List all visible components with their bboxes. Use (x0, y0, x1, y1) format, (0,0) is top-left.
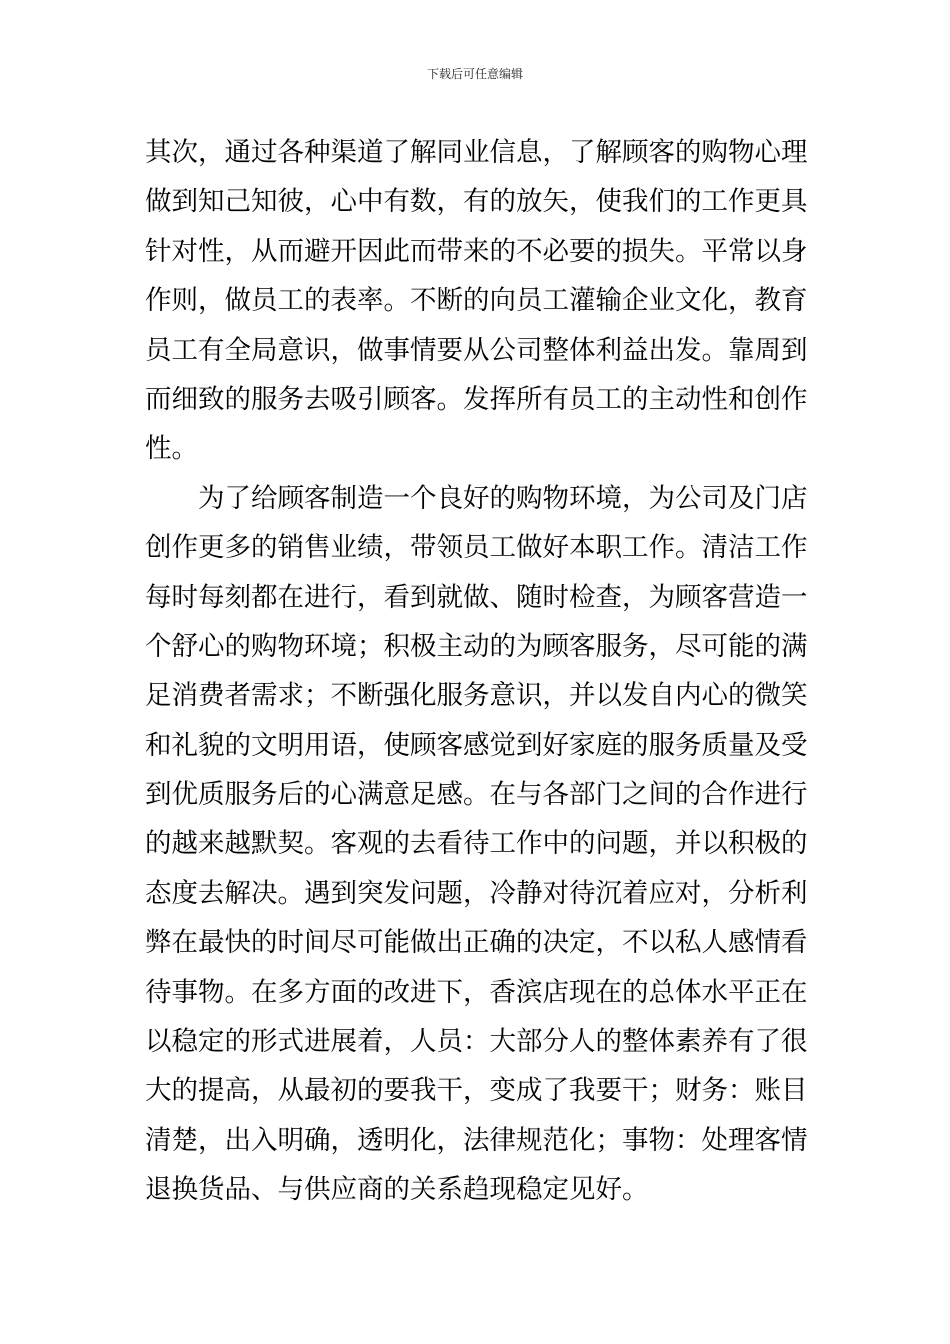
text-line (145, 1215, 813, 1264)
text-line: 态度去解决。遇到突发问题，冷静对待沉着应对，分析利 (145, 877, 808, 909)
text-line: 大的提高，从最初的要我干，变成了我要干；财务：账目 (145, 1075, 808, 1107)
page-header: 下载后可任意编辑 (426, 67, 523, 81)
text-line: 创作更多的销售业绩，带领员工做好本职工作。清洁工作 (145, 532, 808, 564)
paragraph-2 (145, 474, 813, 1264)
text-line: 针对性，从而避开因此而带来的不必要的损失。平常以身 (145, 235, 808, 267)
document-body (145, 128, 813, 1264)
text-line: 清楚，出入明确，透明化，法律规范化；事物：处理客情 (145, 1124, 808, 1156)
text-line: 以稳定的形式进展着，人员：大部分人的整体素养有了很 (145, 1026, 808, 1058)
text-line: 到优质服务后的心满意足感。在与各部门之间的合作进行 (145, 779, 808, 811)
text-line: 每时每刻都在进行，看到就做、随时检查，为顾客营造一 (145, 581, 808, 613)
paragraph-1 (145, 128, 813, 474)
text-line: 而细致的服务去吸引顾客。发挥所有员工的主动性和创作 (145, 383, 808, 415)
text-line: 退换货品、与供应商的关系趋现稳定见好。 (145, 1174, 649, 1206)
text-line: 员工有全局意识，做事情要从公司整体利益出发。靠周到 (145, 334, 808, 366)
text-line: 其次，通过各种渠道了解同业信息，了解顾客的购物心理 (145, 137, 808, 168)
text-line: 和礼貌的文明用语，使顾客感觉到好家庭的服务质量及受 (145, 729, 808, 761)
text-line: 性。 (145, 433, 198, 465)
text-line: 的越来越默契。客观的去看待工作中的问题，并以积极的 (145, 828, 808, 860)
text-line: 弊在最快的时间尽可能做出正确的决定，不以私人感情看 (145, 927, 808, 959)
text-line: 待事物。在多方面的改进下，香滨店现在的总体水平正在 (145, 976, 808, 1008)
text-line: 个舒心的购物环境；积极主动的为顾客服务，尽可能的满 (145, 630, 808, 662)
text-line: 做到知己知彼，心中有数，有的放矢，使我们的工作更具 (145, 186, 808, 218)
text-line: 为了给顾客制造一个良好的购物环境，为公司及门店 (198, 482, 808, 514)
text-line: 足消费者需求；不断强化服务意识，并以发自内心的微笑 (145, 680, 808, 712)
text-line: 作则，做员工的表率。不断的向员工灌输企业文化，教育 (145, 285, 808, 317)
